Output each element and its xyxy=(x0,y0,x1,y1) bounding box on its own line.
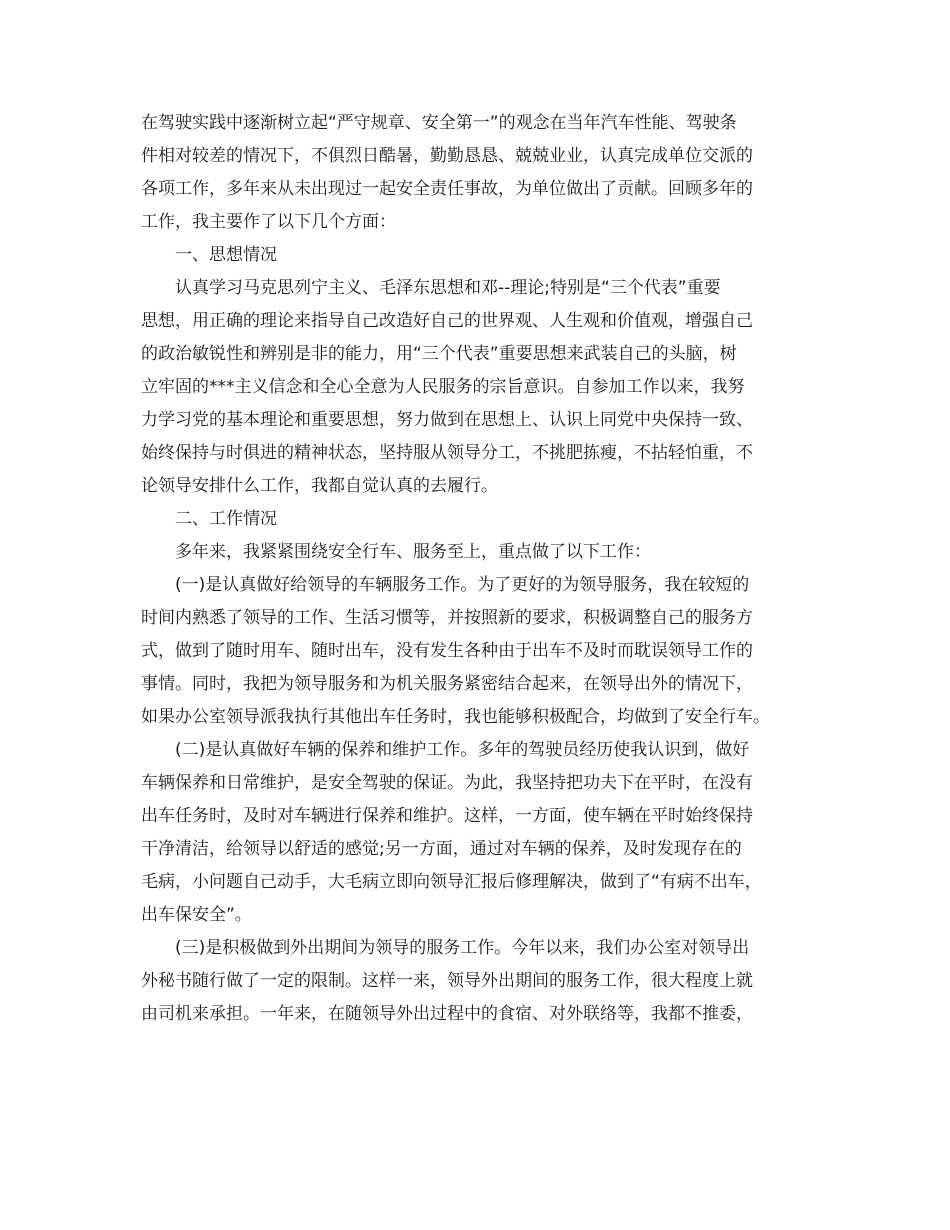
text-line: 出车任务时，及时对车辆进行保养和维护。这样，一方面，使车辆在平时始终保持 xyxy=(141,806,753,826)
text-line: 外秘书随行做了一定的限制。这样一来，领导外出期间的服务工作，很大程度上就 xyxy=(141,971,753,991)
text-line: 思想，用正确的理论来指导自己改造好自己的世界观、人生观和价值观，增强自己 xyxy=(141,311,753,331)
text-line: (二)是认真做好车辆的保养和维护工作。多年的驾驶员经历使我认识到，做好 xyxy=(175,740,750,760)
text-line: 各项工作，多年来从未出现过一起安全责任事故，为单位做出了贡献。回顾多年的 xyxy=(141,179,753,199)
text-line: 式，做到了随时用车、随时出车，没有发生各种由于出车不及时而耽误领导工作的 xyxy=(141,641,753,661)
text-line: 立牢固的***主义信念和全心全意为人民服务的宗旨意识。自参加工作以来，我努 xyxy=(141,377,745,397)
text-line: 时间内熟悉了领导的工作、生活习惯等，并按照新的要求，积极调整自己的服务方 xyxy=(141,608,753,628)
text-line: 如果办公室领导派我执行其他出车任务时，我也能够积极配合，均做到了安全行车。 xyxy=(141,707,770,727)
text-line: (三)是积极做到外出期间为领导的服务工作。今年以来，我们办公室对领导出 xyxy=(175,938,750,958)
text-line: 事情。同时，我把为领导服务和为机关服务紧密结合起来，在领导出外的情况下， xyxy=(141,674,753,694)
text-line: 由司机来承担。一年来，在随领导外出过程中的食宿、对外联络等，我都不推委， xyxy=(141,1004,753,1024)
text-line: 始终保持与时俱进的精神状态，坚持服从领导分工，不挑肥拣瘦，不拈轻怕重，不 xyxy=(141,443,753,463)
text-line: 认真学习马克思列宁主义、毛泽东思想和邓--理论;特别是“三个代表”重要 xyxy=(175,278,721,298)
text-line: 工作，我主要作了以下几个方面： xyxy=(141,212,396,232)
text-line: 干净清洁，给领导以舒适的感觉;另一方面，通过对车辆的保养，及时发现存在的 xyxy=(141,839,742,859)
document-body xyxy=(141,107,821,1031)
text-line: 车辆保养和日常维护，是安全驾驶的保证。为此，我坚持把功夫下在平时，在没有 xyxy=(141,773,753,793)
text-line: 一、思想情况 xyxy=(175,245,277,265)
text-line: 多年来，我紧紧围绕安全行车、服务至上，重点做了以下工作： xyxy=(175,542,651,562)
text-line: 力学习党的基本理论和重要思想，努力做到在思想上、认识上同党中央保持一致、 xyxy=(141,410,753,430)
text-line: 论领导安排什么工作，我都自觉认真的去履行。 xyxy=(141,476,498,496)
text-line: 的政治敏锐性和辨别是非的能力，用“三个代表”重要思想来武装自己的头脑，树 xyxy=(141,344,737,364)
text-line: 毛病，小问题自己动手，大毛病立即向领导汇报后修理解决，做到了“有病不出车， xyxy=(141,872,762,892)
text-line: 出车保安全”。 xyxy=(141,905,252,925)
text-line: (一)是认真做好给领导的车辆服务工作。为了更好的为领导服务，我在较短的 xyxy=(175,575,750,595)
text-line: 在驾驶实践中逐渐树立起“严守规章、安全第一”的观念在当年汽车性能、驾驶条 xyxy=(141,113,737,133)
text-line: 件相对较差的情况下，不俱烈日酷暑，勤勤恳恳、兢兢业业，认真完成单位交派的 xyxy=(141,146,753,166)
text-line: 二、工作情况 xyxy=(175,509,277,529)
